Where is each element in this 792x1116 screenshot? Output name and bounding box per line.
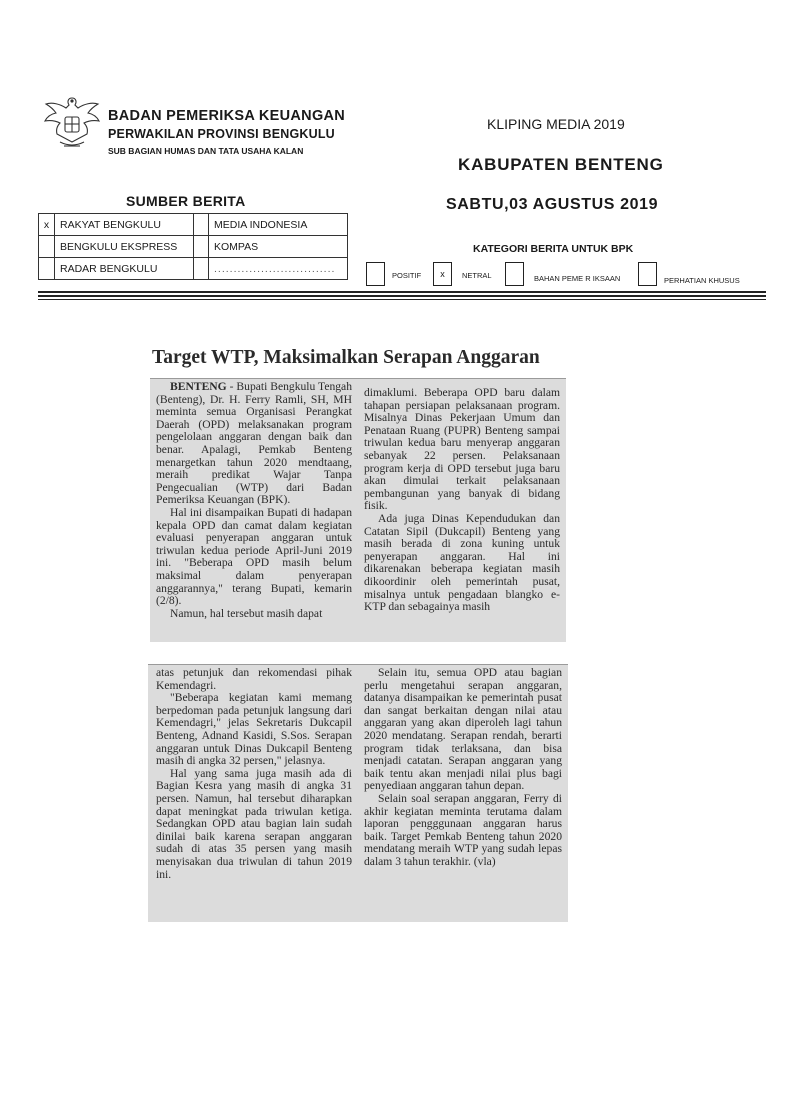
- org-name: BADAN PEMERIKSA KEUANGAN: [108, 108, 346, 124]
- sumber-checkbox[interactable]: [194, 258, 209, 280]
- article-paragraph: Ada juga Dinas Kependudukan dan Catatan Sipil (Dukcapil) Benteng yang masih berada di zona kuning untuk penyerapan anggaran. Hal ini dikarenakan beberapa kegiatan masih dikoordinir oleh pemerintah pusat, misalnya untuk pengadaan blangko e-KTP dan sebagainya masih: [364, 511, 560, 614]
- sumber-blank-line: ...............................: [209, 258, 348, 280]
- header-divider: [38, 295, 766, 297]
- sumber-label: BENGKULU EKSPRESS: [55, 236, 194, 258]
- kategori-label-pemeriksaan: BAHAN PEME R IKSAAN: [534, 274, 621, 283]
- sumber-row: [39, 214, 348, 236]
- garuda-emblem-icon: [42, 90, 102, 152]
- sumber-label: MEDIA INDONESIA: [209, 214, 348, 236]
- clipping-edge: [148, 664, 568, 665]
- article-paragraph: Selain itu, semua OPD atau bagian perlu mengetahui serapan anggaran, datanya disampaikan ke pemerintah pusat dan sangat berkaitan dengan nilai atau anggaran yang akan diperoleh lagi tahun 2020 mendatang. Serapan rendah, berarti program tidak terlaksana, dan bisa menjadi catatan. Serapan anggaran yang baik tentu akan menjadi nilai plus bagi penyediaan anggaran tahun depan.: [364, 666, 562, 793]
- sumber-checkbox[interactable]: [39, 258, 55, 280]
- region-title: KABUPATEN BENTENG: [458, 155, 664, 174]
- kategori-label-netral: NETRAL: [462, 271, 492, 280]
- article-column-bottom-left: [156, 667, 352, 881]
- article-paragraph: atas petunjuk dan rekomendasi pihak Kemendagri.: [156, 666, 352, 692]
- clipping-edge: [150, 378, 566, 379]
- article-column-bottom-right: [364, 667, 562, 869]
- article-paragraph: BENTENG - Bupati Bengkulu Tengah (Benteng), Dr. H. Ferry Ramli, SH, MH meminta semua Organisasi Perangkat Daerah (OPD) melaksanakan program pengelolaan anggaran dengan baik dan benar. Apalagi, Pemkab Benteng menargetkan tahun 2020 mendtaang, meraih predikat Wajar Tanpa Pengecualian (WTP) dari Badan Pemeriksa Keuangan (BPK).: [156, 380, 352, 507]
- kategori-label-positif: POSITIF: [392, 271, 422, 280]
- sumber-label: KOMPAS: [209, 236, 348, 258]
- org-branch: PERWAKILAN PROVINSI BENGKULU: [108, 127, 335, 141]
- article-paragraph: Selain soal serapan anggaran, Ferry di akhir kegiatan meminta terutama dalam laporan pengggunaan anggaran harus baik. Target Pemkab Benteng tahun 2020 mendatang meraih WTP yang sudah lepas dalam 3 tahun terakhir. (vla): [364, 791, 562, 868]
- article-paragraph: dimaklumi. Beberapa OPD baru dalam tahapan persiapan pelaksanaan program. Misalnya Dinas Pekerjaan Umum dan Penataan Ruang (PUPR) Benteng sampai triwulan kedua baru menyerap anggaran sebanyak 22 persen. Pelaksanaan program kerja di OPD tersebut juga baru akan dimulai terkait pelaksanaan pembangunan yang banyak di bidang fisik.: [364, 386, 560, 513]
- org-subdivision: SUB BAGIAN HUMAS DAN TATA USAHA KALAN: [108, 146, 304, 156]
- kategori-checkbox-positif[interactable]: [366, 262, 385, 286]
- kategori-checkbox-khusus[interactable]: [638, 262, 657, 286]
- header-divider: [38, 299, 766, 300]
- sumber-label: RAKYAT BENGKULU: [55, 214, 194, 236]
- article-paragraph: Hal yang sama juga masih ada di Bagian Kesra yang masih di angka 31 persen. Namun, hal tersebut diharapkan dapat meningkat pada triwulan ketiga. Sedangkan OPD atau bagian lain sudah dinilai baik karena serapan anggaran sudah di atas 35 persen yang masih menyisakan dua triwulan di tahun 2019 ini.: [156, 766, 352, 881]
- article-paragraph: Namun, hal tersebut masih dapat: [170, 606, 323, 620]
- kategori-title: KATEGORI BERITA UNTUK BPK: [473, 243, 634, 255]
- article-dateline: BENTENG: [170, 380, 227, 393]
- date-title: SABTU,03 AGUSTUS 2019: [446, 196, 659, 213]
- sumber-row: [39, 258, 348, 280]
- kategori-label-khusus: PERHATIAN KHUSUS: [664, 276, 740, 285]
- sumber-checkbox[interactable]: x: [39, 214, 55, 236]
- sumber-berita-title: SUMBER BERITA: [126, 193, 246, 209]
- sumber-checkbox[interactable]: [194, 214, 209, 236]
- kategori-checkbox-netral[interactable]: x: [433, 262, 452, 286]
- sumber-label: RADAR BENGKULU: [55, 258, 194, 280]
- sumber-checkbox[interactable]: [39, 236, 55, 258]
- kliping-title: KLIPING MEDIA 2019: [487, 116, 625, 132]
- article-paragraph: "Beberapa kegiatan kami memang berpedoman pada petunjuk langsung dari Kemendagri," jelas Sekretaris Dukcapil Benteng, Adnand Kasidi, S.Sos. Serapan anggaran untuk Dinas Dukcapil Benteng masih di angka 32 persen," jelasnya.: [156, 691, 352, 768]
- article-column-top-right: [364, 387, 560, 614]
- article-paragraph: Hal ini disampaikan Bupati di hadapan kepala OPD dan camat dalam kegiatan evaluasi penyerapan anggaran untuk triwulan kedua periode April-Juni 2019 ini. "Beberapa OPD masih belum maksimal dalam penyerapan anggarannya," terang Bupati, kemarin (2/8).: [156, 505, 352, 608]
- article-column-top-left: [156, 381, 352, 620]
- sumber-row: [39, 236, 348, 258]
- sumber-checkbox[interactable]: [194, 236, 209, 258]
- sumber-berita-table: [38, 213, 348, 280]
- header-divider: [38, 291, 766, 293]
- article-headline: Target WTP, Maksimalkan Serapan Anggaran: [152, 347, 540, 368]
- kategori-checkbox-pemeriksaan[interactable]: [505, 262, 524, 286]
